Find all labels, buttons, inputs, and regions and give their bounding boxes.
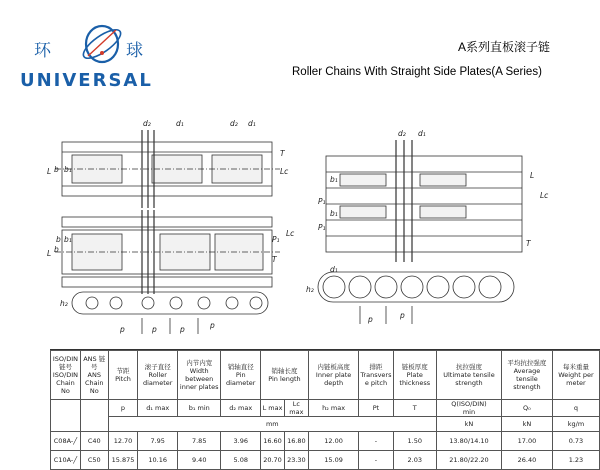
svg-text:Lc: Lc: [280, 167, 289, 176]
globe-logo-icon: [78, 20, 126, 68]
table-row: C10A-╱ C50 15.875 10.16 9.40 5.08 20.70 23.30 15.09 - 2.03 21.80/22.20 26.40 1.23: [51, 451, 600, 470]
svg-text:b₁: b₁: [64, 235, 72, 244]
header-ultimate-strength: 抗拉强度 Ultimate tensile strength: [437, 351, 502, 400]
svg-text:b₁: b₁: [330, 209, 338, 218]
unit-kgm: kg/m: [552, 417, 599, 432]
table-row: C08A-╱ C40 12.70 7.95 7.85 3.96 16.60 16.80 12.00 - 1.50 13.80/14.10 17.00 0.73: [51, 432, 600, 451]
svg-text:b: b: [54, 165, 59, 174]
header-average-strength: 平均抗拉强度 Average tensile strength: [501, 351, 552, 400]
brand-name-cn-right: 球: [126, 41, 144, 61]
svg-text:d₂: d₂: [230, 119, 238, 128]
page-title-cn: A系列直板滚子链: [458, 40, 551, 54]
svg-text:P₁: P₁: [318, 223, 326, 232]
brand-name-en: UNIVERSAL: [20, 70, 153, 91]
svg-text:Lc: Lc: [286, 229, 295, 238]
table-symbol-row: [51, 400, 600, 417]
svg-text:d₁: d₁: [330, 265, 338, 274]
multi-strand-chain-top-view: [326, 140, 522, 262]
chain-side-view-right: [318, 272, 514, 324]
symbol-Q: Q(ISO/DIN) min: [437, 400, 502, 417]
header-pin-length: 销轴长度 Pin length: [261, 351, 309, 400]
triplex-chain-top-view: [55, 210, 280, 294]
svg-text:L: L: [47, 167, 52, 176]
svg-text:d₁: d₁: [248, 119, 256, 128]
header-chain-no: ISO/DIN 链号 ISO/DIN Chain No: [51, 351, 81, 400]
svg-text:b: b: [56, 235, 61, 244]
svg-text:p: p: [210, 321, 215, 330]
header-transverse-pitch: 排距 Transvers e pitch: [359, 351, 393, 400]
symbol-d1: d₁ max: [138, 400, 178, 417]
svg-text:L: L: [530, 171, 535, 180]
svg-text:p: p: [120, 325, 125, 334]
svg-text:d₁: d₁: [176, 119, 184, 128]
symbol-pitch: p: [108, 400, 138, 417]
svg-text:L: L: [47, 249, 52, 258]
unit-kn-2: kN: [501, 417, 552, 432]
symbol-pt: Pt: [359, 400, 393, 417]
svg-text:T: T: [280, 149, 285, 158]
brand-name-cn-left: 环: [34, 41, 52, 61]
header-plate-depth: 内链板高度 Inner plate depth: [308, 351, 359, 400]
svg-text:P₁: P₁: [318, 197, 326, 206]
svg-text:P₁: P₁: [272, 235, 280, 244]
brand-logo: [20, 14, 170, 94]
header-weight: 每米重量 Weight per meter: [552, 351, 599, 400]
svg-text:p: p: [152, 325, 157, 334]
chain-technical-drawings: [0, 112, 600, 344]
svg-text:p: p: [180, 325, 185, 334]
symbol-T: T: [393, 400, 437, 417]
chain-side-view-left: [72, 292, 268, 334]
symbol-L: L max: [261, 400, 285, 417]
svg-text:h₂: h₂: [306, 285, 314, 294]
header-roller-diameter: 滚子直径 Roller diameter: [138, 351, 178, 400]
symbol-d2: d₂ max: [221, 400, 261, 417]
symbol-b1: b₁ min: [178, 400, 221, 417]
page-title-en: Roller Chains With Straight Side Plates(A Series): [292, 66, 542, 78]
header-plate-thickness: 链板厚度 Plate thickness: [393, 351, 437, 400]
symbol-q: q: [552, 400, 599, 417]
symbol-Q0: Q₀: [501, 400, 552, 417]
header-ans-no: ANS 链号 ANS Chain No: [80, 351, 108, 400]
header-inner-width: 内节内宽 Width between inner plates: [178, 351, 221, 400]
svg-text:T: T: [272, 255, 277, 264]
svg-text:p: p: [368, 315, 373, 324]
svg-text:Lc: Lc: [540, 191, 549, 200]
table-unit-row: [51, 417, 600, 432]
svg-text:d₂: d₂: [398, 129, 406, 138]
duplex-chain-top-view: [55, 130, 280, 208]
svg-text:d₂: d₂: [143, 119, 151, 128]
header-pitch: 节距 Pitch: [108, 351, 138, 400]
table-header-row: [51, 351, 600, 400]
spec-table: [50, 350, 600, 470]
unit-mm: mm: [108, 417, 436, 432]
svg-text:T: T: [526, 239, 531, 248]
symbol-Lc: Lc max: [284, 400, 308, 417]
header-pin-diameter: 销轴直径 Pin diameter: [221, 351, 261, 400]
symbol-h2: h₂ max: [308, 400, 359, 417]
svg-text:h₂: h₂: [60, 299, 68, 308]
svg-text:d₁: d₁: [418, 129, 426, 138]
svg-text:b₁: b₁: [330, 175, 338, 184]
unit-kn-1: kN: [437, 417, 502, 432]
svg-text:b: b: [54, 245, 59, 254]
svg-text:p: p: [400, 311, 405, 320]
svg-text:b₁: b₁: [64, 165, 72, 174]
